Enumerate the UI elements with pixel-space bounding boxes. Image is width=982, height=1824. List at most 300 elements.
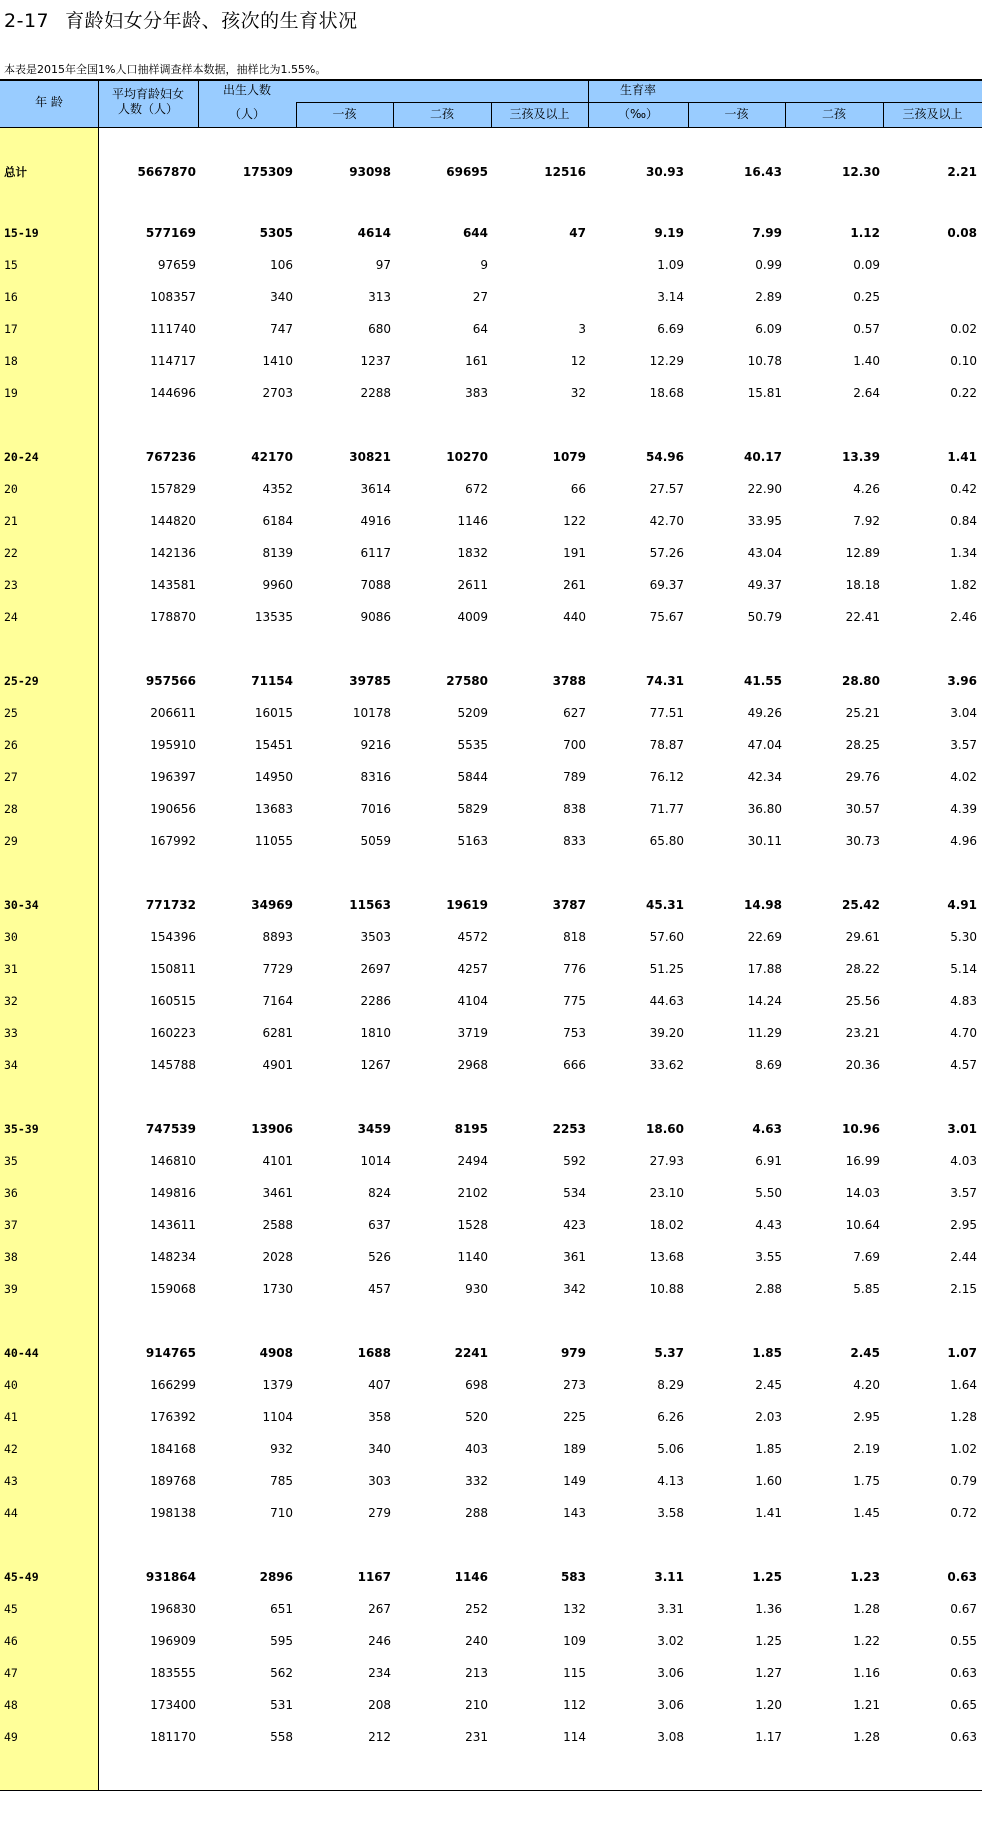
cell-births: 106	[270, 258, 293, 272]
cell-r3: 0.08	[947, 226, 977, 240]
cell-b1: 1688	[357, 1346, 391, 1360]
cell-rate: 18.02	[649, 1218, 684, 1232]
cell-women: 914765	[145, 1346, 196, 1360]
cell-r2: 1.22	[853, 1634, 880, 1648]
cell-women: 190656	[150, 802, 196, 816]
cell-rate: 3.11	[654, 1570, 684, 1584]
cell-b2: 252	[465, 1602, 488, 1616]
cell-r2: 5.85	[853, 1282, 880, 1296]
cell-r2: 12.89	[845, 546, 880, 560]
cell-rate: 33.62	[649, 1058, 684, 1072]
cell-rate: 23.10	[649, 1186, 684, 1200]
cell-r1: 36.80	[747, 802, 782, 816]
cell-b3: 342	[563, 1282, 586, 1296]
cell-r1: 1.85	[755, 1442, 782, 1456]
cell-r1: 43.04	[747, 546, 782, 560]
cell-births: 14950	[254, 770, 293, 784]
cell-women: 166299	[150, 1378, 196, 1392]
table-row-subtotal	[0, 1567, 982, 1587]
cell-births: 5305	[259, 226, 293, 240]
cell-b3: 627	[563, 706, 586, 720]
cell-age: 37	[4, 1218, 18, 1232]
cell-b2: 2241	[454, 1346, 488, 1360]
cell-women: 159068	[150, 1282, 196, 1296]
cell-r2: 1.28	[853, 1602, 880, 1616]
cell-b1: 457	[368, 1282, 391, 1296]
cell-r2: 14.03	[845, 1186, 880, 1200]
cell-b1: 2286	[360, 994, 391, 1008]
cell-b3: 122	[563, 514, 586, 528]
cell-women: 144820	[150, 514, 196, 528]
cell-women: 144696	[150, 386, 196, 400]
cell-rate: 74.31	[646, 674, 684, 688]
header-age: 年 龄	[35, 95, 63, 109]
cell-births: 13535	[254, 610, 293, 624]
cell-r2: 30.73	[845, 834, 880, 848]
cell-b1: 680	[368, 322, 391, 336]
cell-age: 28	[4, 802, 18, 816]
cell-b2: 288	[465, 1506, 488, 1520]
cell-b2: 5829	[457, 802, 488, 816]
cell-births: 7729	[262, 962, 293, 976]
cell-r3: 4.83	[950, 994, 977, 1008]
cell-b2: 4257	[457, 962, 488, 976]
cell-r3: 3.04	[950, 706, 977, 720]
cell-women: 157829	[150, 482, 196, 496]
cell-r2: 7.69	[853, 1250, 880, 1264]
cell-age: 19	[4, 386, 18, 400]
cell-births: 1104	[262, 1410, 293, 1424]
cell-age: 45	[4, 1602, 18, 1616]
cell-r1: 4.63	[752, 1122, 782, 1136]
cell-r2: 28.22	[845, 962, 880, 976]
cell-r3: 5.30	[950, 930, 977, 944]
cell-r1: 47.04	[747, 738, 782, 752]
cell-b3: 838	[563, 802, 586, 816]
cell-b1: 4614	[357, 226, 391, 240]
cell-women: 198138	[150, 1506, 196, 1520]
cell-b2: 231	[465, 1730, 488, 1744]
cell-age: 29	[4, 834, 18, 848]
cell-births: 1379	[262, 1378, 293, 1392]
table-title: 育龄妇女分年龄、孩次的生育状况	[65, 10, 358, 32]
cell-r3: 1.64	[950, 1378, 977, 1392]
table-row	[0, 1407, 982, 1427]
cell-r2: 10.96	[842, 1122, 880, 1136]
cell-rate: 8.29	[657, 1378, 684, 1392]
cell-women: 196397	[150, 770, 196, 784]
cell-rate: 57.26	[649, 546, 684, 560]
cell-b3: 833	[563, 834, 586, 848]
cell-r3: 0.79	[950, 1474, 977, 1488]
cell-b3: 583	[560, 1570, 586, 1584]
header-rate-third: 三孩及以上	[902, 107, 963, 121]
cell-b2: 210	[465, 1698, 488, 1712]
cell-r2: 13.39	[842, 450, 880, 464]
cell-r2: 1.16	[853, 1666, 880, 1680]
cell-r3: 2.46	[950, 610, 977, 624]
page-title	[4, 6, 358, 33]
cell-b2: 5535	[457, 738, 488, 752]
cell-b1: 234	[368, 1666, 391, 1680]
cell-b1: 1810	[360, 1026, 391, 1040]
table-number: 2-17	[4, 10, 50, 32]
cell-r1: 1.25	[752, 1570, 782, 1584]
cell-women: 143611	[150, 1218, 196, 1232]
cell-b3: 273	[563, 1378, 586, 1392]
cell-r1: 1.20	[755, 1698, 782, 1712]
cell-births: 562	[270, 1666, 293, 1680]
cell-age: 31	[4, 962, 18, 976]
table-row	[0, 1279, 982, 1299]
cell-r3: 1.41	[947, 450, 977, 464]
cell-b1: 3459	[357, 1122, 391, 1136]
cell-b2: 1146	[454, 1570, 488, 1584]
cell-women: 931864	[145, 1570, 196, 1584]
header-births-unit: （人）	[228, 107, 265, 121]
cell-age: 35	[4, 1154, 18, 1168]
cell-age: 39	[4, 1282, 18, 1296]
cell-b3: 3788	[552, 674, 586, 688]
cell-age: 48	[4, 1698, 18, 1712]
cell-r1: 5.50	[755, 1186, 782, 1200]
cell-b2: 698	[465, 1378, 488, 1392]
cell-women: 189768	[150, 1474, 196, 1488]
cell-b1: 358	[368, 1410, 391, 1424]
cell-women: 111740	[150, 322, 196, 336]
cell-births: 71154	[251, 674, 293, 688]
cell-women: 577169	[145, 226, 196, 240]
cell-rate: 3.31	[657, 1602, 684, 1616]
cell-b1: 824	[368, 1186, 391, 1200]
cell-r1: 11.29	[747, 1026, 782, 1040]
cell-b1: 267	[368, 1602, 391, 1616]
cell-b3: 818	[563, 930, 586, 944]
table-row	[0, 351, 982, 371]
cell-r1: 1.85	[752, 1346, 782, 1360]
cell-women: 184168	[150, 1442, 196, 1456]
cell-rate: 77.51	[649, 706, 684, 720]
cell-births: 34969	[251, 898, 293, 912]
cell-rate: 78.87	[649, 738, 684, 752]
table-row	[0, 1663, 982, 1683]
cell-r3: 0.63	[950, 1730, 977, 1744]
cell-r2: 2.45	[850, 1346, 880, 1360]
cell-b3: 149	[563, 1474, 586, 1488]
cell-b1: 5059	[360, 834, 391, 848]
header-women-line2: 人数（人）	[117, 102, 178, 116]
header-births-second: 二孩	[429, 107, 454, 121]
cell-b2: 2611	[457, 578, 488, 592]
cell-r3: 1.07	[947, 1346, 977, 1360]
table-row-subtotal	[0, 447, 982, 467]
cell-b3: 534	[563, 1186, 586, 1200]
cell-births: 42170	[251, 450, 293, 464]
cell-births: 531	[270, 1698, 293, 1712]
cell-births: 710	[270, 1506, 293, 1520]
cell-women: 183555	[150, 1666, 196, 1680]
cell-women: 771732	[145, 898, 196, 912]
rate-subheader-line	[688, 102, 982, 103]
cell-age: 41	[4, 1410, 18, 1424]
cell-b3: 189	[563, 1442, 586, 1456]
header-women-line1: 平均育龄妇女	[111, 87, 184, 101]
cell-b1: 4916	[360, 514, 391, 528]
cell-births: 13683	[254, 802, 293, 816]
table-row	[0, 1247, 982, 1267]
cell-age: 33	[4, 1026, 18, 1040]
cell-r3: 2.15	[950, 1282, 977, 1296]
cell-r1: 7.99	[752, 226, 782, 240]
cell-age: 49	[4, 1730, 18, 1744]
cell-r2: 2.95	[853, 1410, 880, 1424]
cell-rate: 27.57	[649, 482, 684, 496]
cell-b3: 776	[563, 962, 586, 976]
cell-women: 160223	[150, 1026, 196, 1040]
cell-births: 9960	[262, 578, 293, 592]
cell-b2: 2494	[457, 1154, 488, 1168]
cell-b2: 1140	[457, 1250, 488, 1264]
cell-r3: 1.02	[950, 1442, 977, 1456]
cell-r1: 49.37	[747, 578, 782, 592]
cell-r3: 4.02	[950, 770, 977, 784]
cell-b3: 592	[563, 1154, 586, 1168]
cell-births: 7164	[262, 994, 293, 1008]
births-subheader-line	[296, 102, 688, 103]
cell-r2: 0.57	[853, 322, 880, 336]
cell-b2: 4104	[457, 994, 488, 1008]
table-row	[0, 1151, 982, 1171]
cell-rate: 76.12	[649, 770, 684, 784]
cell-b1: 30821	[349, 450, 391, 464]
cell-age: 23	[4, 578, 18, 592]
cell-rate: 1.09	[657, 258, 684, 272]
table-row	[0, 1631, 982, 1651]
cell-age: 15-19	[4, 226, 39, 240]
cell-r3: 4.03	[950, 1154, 977, 1168]
header-bottom-border	[0, 127, 982, 128]
cell-b1: 303	[368, 1474, 391, 1488]
cell-births: 2896	[259, 1570, 293, 1584]
cell-women: 143581	[150, 578, 196, 592]
cell-b1: 1267	[360, 1058, 391, 1072]
cell-r1: 1.17	[755, 1730, 782, 1744]
cell-births: 4352	[262, 482, 293, 496]
cell-age: 47	[4, 1666, 18, 1680]
cell-women: 114717	[150, 354, 196, 368]
cell-b1: 39785	[349, 674, 391, 688]
cell-b2: 403	[465, 1442, 488, 1456]
cell-b3: 114	[563, 1730, 586, 1744]
cell-age: 27	[4, 770, 18, 784]
cell-b2: 240	[465, 1634, 488, 1648]
cell-r2: 1.45	[853, 1506, 880, 1520]
cell-r3: 0.02	[950, 322, 977, 336]
cell-r1: 14.24	[747, 994, 782, 1008]
cell-b2: 8195	[454, 1122, 488, 1136]
cell-rate: 3.06	[657, 1666, 684, 1680]
cell-b2: 4572	[457, 930, 488, 944]
cell-r2: 1.40	[853, 354, 880, 368]
cell-women: 176392	[150, 1410, 196, 1424]
cell-births: 2703	[262, 386, 293, 400]
cell-r2: 23.21	[845, 1026, 880, 1040]
cell-rate: 30.93	[646, 165, 684, 179]
cell-r3: 4.96	[950, 834, 977, 848]
cell-age: 26	[4, 738, 18, 752]
cell-rate: 6.26	[657, 1410, 684, 1424]
cell-b2: 1146	[457, 514, 488, 528]
cell-r3: 1.34	[950, 546, 977, 560]
cell-age: 30	[4, 930, 18, 944]
cell-b1: 246	[368, 1634, 391, 1648]
cell-r1: 16.43	[744, 165, 782, 179]
cell-r2: 25.21	[845, 706, 880, 720]
cell-r1: 0.99	[755, 258, 782, 272]
cell-r3: 2.21	[947, 165, 977, 179]
cell-women: 148234	[150, 1250, 196, 1264]
cell-women: 97659	[157, 258, 196, 272]
cell-age: 21	[4, 514, 18, 528]
cell-r2: 7.92	[853, 514, 880, 528]
table-row	[0, 1183, 982, 1203]
cell-b3: 3787	[552, 898, 586, 912]
cell-b1: 11563	[349, 898, 391, 912]
cell-b3: 979	[560, 1346, 586, 1360]
cell-age: 44	[4, 1506, 18, 1520]
cell-age: 25	[4, 706, 18, 720]
cell-r3: 0.55	[950, 1634, 977, 1648]
table-row	[0, 287, 982, 307]
cell-r1: 50.79	[747, 610, 782, 624]
cell-r2: 10.64	[845, 1218, 880, 1232]
cell-r3: 3.96	[947, 674, 977, 688]
cell-births: 785	[270, 1474, 293, 1488]
cell-rate: 3.14	[657, 290, 684, 304]
cell-women: 196909	[150, 1634, 196, 1648]
cell-age: 20-24	[4, 450, 39, 464]
cell-births: 2588	[262, 1218, 293, 1232]
cell-rate: 42.70	[649, 514, 684, 528]
cell-age: 45-49	[4, 1570, 39, 1584]
cell-r3: 2.95	[950, 1218, 977, 1232]
cell-r2: 18.18	[845, 578, 880, 592]
table-row-subtotal	[0, 223, 982, 243]
cell-r2: 4.20	[853, 1378, 880, 1392]
cell-rate: 4.13	[657, 1474, 684, 1488]
cell-b2: 520	[465, 1410, 488, 1424]
table-row-subtotal	[0, 162, 982, 182]
cell-r1: 2.45	[755, 1378, 782, 1392]
cell-b2: 5209	[457, 706, 488, 720]
cell-r2: 1.23	[850, 1570, 880, 1584]
cell-births: 6281	[262, 1026, 293, 1040]
cell-rate: 5.37	[654, 1346, 684, 1360]
cell-age: 42	[4, 1442, 18, 1456]
cell-r3: 0.67	[950, 1602, 977, 1616]
cell-women: 149816	[150, 1186, 196, 1200]
cell-rate: 57.60	[649, 930, 684, 944]
cell-b1: 10178	[352, 706, 391, 720]
cell-births: 595	[270, 1634, 293, 1648]
cell-r3: 3.57	[950, 738, 977, 752]
cell-r1: 17.88	[747, 962, 782, 976]
cell-age: 46	[4, 1634, 18, 1648]
cell-b2: 19619	[446, 898, 488, 912]
table-row	[0, 511, 982, 531]
cell-b3: 3	[578, 322, 586, 336]
cell-r1: 2.88	[755, 1282, 782, 1296]
cell-births: 4101	[262, 1154, 293, 1168]
cell-r3: 4.57	[950, 1058, 977, 1072]
table-row	[0, 1375, 982, 1395]
cell-b3: 12	[570, 354, 586, 368]
cell-b2: 64	[472, 322, 488, 336]
cell-births: 175309	[242, 165, 293, 179]
cell-b3: 440	[563, 610, 586, 624]
cell-women: 5667870	[137, 165, 196, 179]
cell-b2: 930	[465, 1282, 488, 1296]
cell-b2: 383	[465, 386, 488, 400]
cell-births: 558	[270, 1730, 293, 1744]
cell-rate: 71.77	[649, 802, 684, 816]
cell-age: 40	[4, 1378, 18, 1392]
cell-r1: 33.95	[747, 514, 782, 528]
cell-b1: 1167	[357, 1570, 391, 1584]
table-bottom-border	[0, 1790, 982, 1791]
cell-women: 142136	[150, 546, 196, 560]
cell-r2: 1.75	[853, 1474, 880, 1488]
cell-b2: 3719	[457, 1026, 488, 1040]
cell-b2: 5844	[457, 770, 488, 784]
cell-r1: 3.55	[755, 1250, 782, 1264]
cell-rate: 12.29	[649, 354, 684, 368]
cell-r2: 2.19	[853, 1442, 880, 1456]
table-row-subtotal	[0, 1343, 982, 1363]
cell-women: 154396	[150, 930, 196, 944]
cell-women: 195910	[150, 738, 196, 752]
cell-r3: 4.39	[950, 802, 977, 816]
cell-r2: 25.56	[845, 994, 880, 1008]
cell-r3: 0.42	[950, 482, 977, 496]
header-rate-first: 一孩	[724, 107, 749, 121]
cell-r2: 4.26	[853, 482, 880, 496]
cell-women: 747539	[145, 1122, 196, 1136]
cell-b3: 261	[563, 578, 586, 592]
cell-b2: 1528	[457, 1218, 488, 1232]
table-row	[0, 1599, 982, 1619]
cell-b2: 213	[465, 1666, 488, 1680]
cell-r1: 49.26	[747, 706, 782, 720]
cell-b2: 1832	[457, 546, 488, 560]
table-row	[0, 1439, 982, 1459]
cell-rate: 3.08	[657, 1730, 684, 1744]
cell-age: 17	[4, 322, 18, 336]
header-rate: 生育率	[619, 83, 656, 97]
header-births: 出生人数	[222, 83, 271, 97]
cell-r2: 28.80	[842, 674, 880, 688]
cell-rate: 10.88	[649, 1282, 684, 1296]
cell-r3: 2.44	[950, 1250, 977, 1264]
cell-r3: 4.70	[950, 1026, 977, 1040]
cell-b2: 27	[472, 290, 488, 304]
cell-births: 651	[270, 1602, 293, 1616]
cell-r3: 3.01	[947, 1122, 977, 1136]
cell-r3: 0.10	[950, 354, 977, 368]
cell-women: 160515	[150, 994, 196, 1008]
cell-b2: 9	[480, 258, 488, 272]
cell-r1: 41.55	[744, 674, 782, 688]
